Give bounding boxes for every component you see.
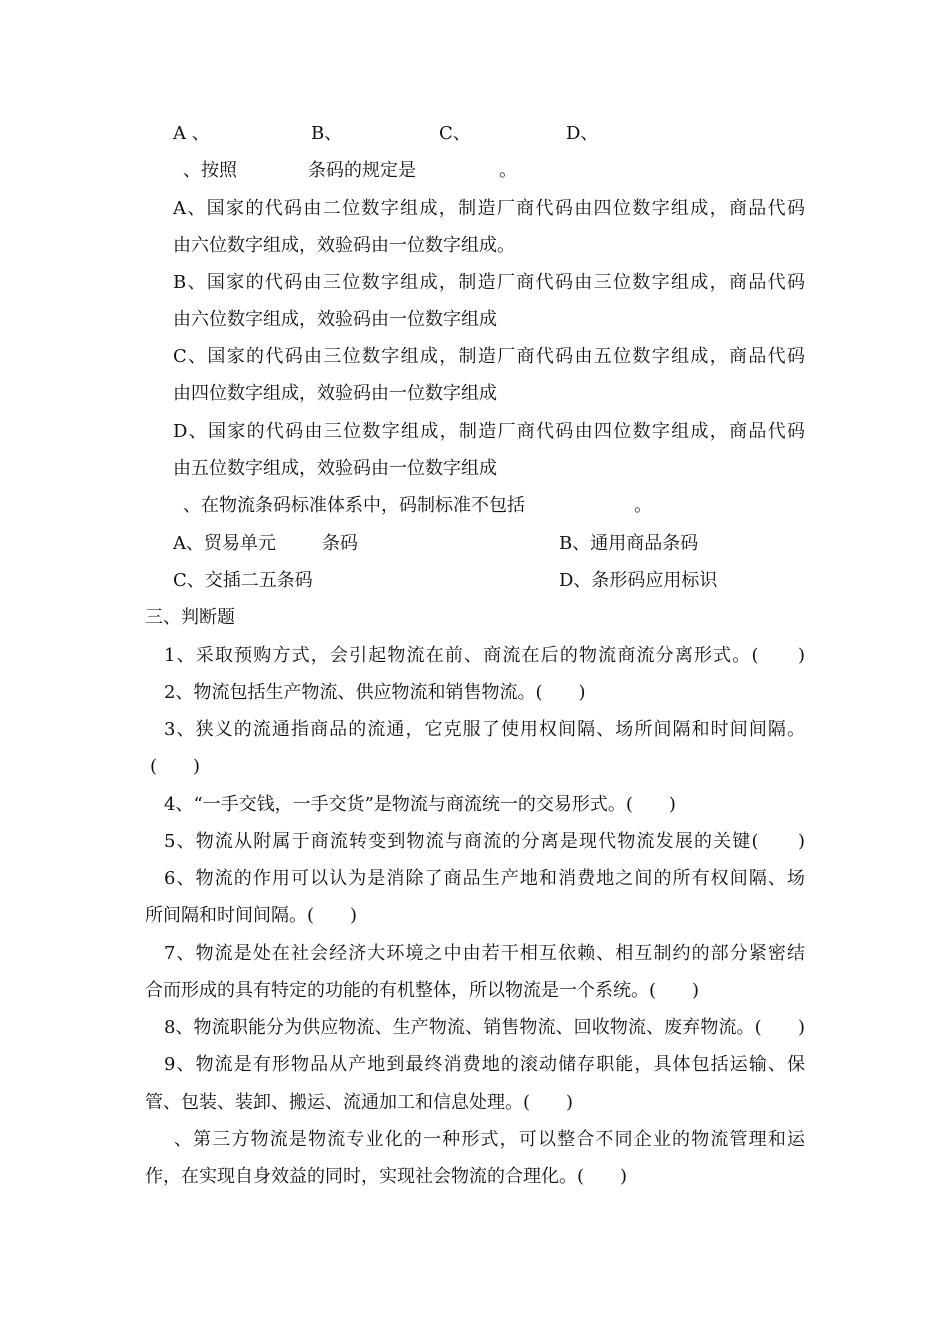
judge-item-5: 5、物流从附属于商流转变到物流与商流的分离是现代物流发展的关键( ) [164, 831, 805, 852]
section-title: 三、判断题 [145, 607, 235, 628]
question-stem-prefix: 、按照 [183, 160, 237, 181]
judge-item-4: 4、“一手交钱，一手交货”是物流与商流统一的交易形式。( ) [164, 794, 676, 815]
option-c: C、交插二五条码 [173, 570, 313, 591]
question-stem: 、在物流条码标准体系中，码制标准不包括 [183, 495, 525, 516]
option-a-line-1: A、国家的代码由二位数字组成，制造厂商代码由四位数字组成，商品代码 [173, 198, 805, 219]
judge-item-10-line-1: 、第三方物流是物流专业化的一种形式，可以整合不同企业的物流管理和运 [174, 1129, 805, 1150]
judge-item-6-line-1: 6、物流的作用可以认为是消除了商品生产地和消费地之间的所有权间隔、场 [164, 868, 805, 889]
judge-item-2: 2、物流包括生产物流、供应物流和销售物流。( ) [164, 682, 586, 703]
option-a-line-2: 由六位数字组成，效验码由一位数字组成。 [173, 235, 515, 256]
question-stem-end: 。 [634, 495, 652, 516]
judge-item-9-line-1: 9、物流是有形物品从产地到最终消费地的滚动储存职能，具体包括运输、保 [164, 1054, 805, 1075]
judge-item-6-line-2: 所间隔和时间间隔。( ) [145, 905, 358, 926]
judge-item-3-line-2: ( ) [150, 756, 201, 777]
judge-item-1: 1、采取预购方式，会引起物流在前、商流在后的物流商流分离形式。( ) [164, 645, 805, 666]
question-stem-end: 。 [499, 160, 517, 181]
option-c-line-1: C、国家的代码由三位数字组成，制造厂商代码由五位数字组成，商品代码 [173, 346, 805, 367]
option-d-line-1: D、国家的代码由三位数字组成，制造厂商代码由四位数字组成，商品代码 [173, 421, 805, 442]
judge-item-8: 8、物流职能分为供应物流、生产物流、销售物流、回收物流、废弃物流。( ) [164, 1017, 805, 1038]
judge-item-10-line-2: 作，在实现自身效益的同时，实现社会物流的合理化。( ) [145, 1166, 628, 1187]
option-b-line-2: 由六位数字组成，效验码由一位数字组成 [173, 309, 497, 330]
option-b: B、通用商品条码 [559, 533, 699, 554]
judge-item-7-line-1: 7、物流是处在社会经济大环境之中由若干相互依赖、相互制约的部分紧密结 [164, 943, 805, 964]
option-a: A 、 [173, 123, 210, 144]
option-d: D、 [566, 123, 599, 144]
judge-item-7-line-2: 合而形成的具有特定的功能的有机整体，所以物流是一个系统。( ) [145, 980, 700, 1001]
question-stem-suffix: 条码的规定是 [308, 160, 416, 181]
option-d-line-2: 由五位数字组成，效验码由一位数字组成 [173, 458, 497, 479]
option-b-line-1: B、国家的代码由三位数字组成，制造厂商代码由三位数字组成，商品代码 [173, 272, 805, 293]
option-b: B、 [311, 123, 343, 144]
option-c-line-2: 由四位数字组成，效验码由一位数字组成 [173, 383, 497, 404]
judge-item-3-line-1: 3、狭义的流通指商品的流通，它克服了使用权间隔、场所间隔和时间间隔。 [164, 719, 805, 740]
option-a-tail: 条码 [322, 533, 358, 554]
option-d: D、条形码应用标识 [559, 570, 718, 591]
option-a: A、贸易单元 [173, 533, 276, 554]
option-c: C、 [439, 123, 471, 144]
judge-item-9-line-2: 管、包装、装卸、搬运、流通加工和信息处理。( ) [145, 1092, 574, 1113]
